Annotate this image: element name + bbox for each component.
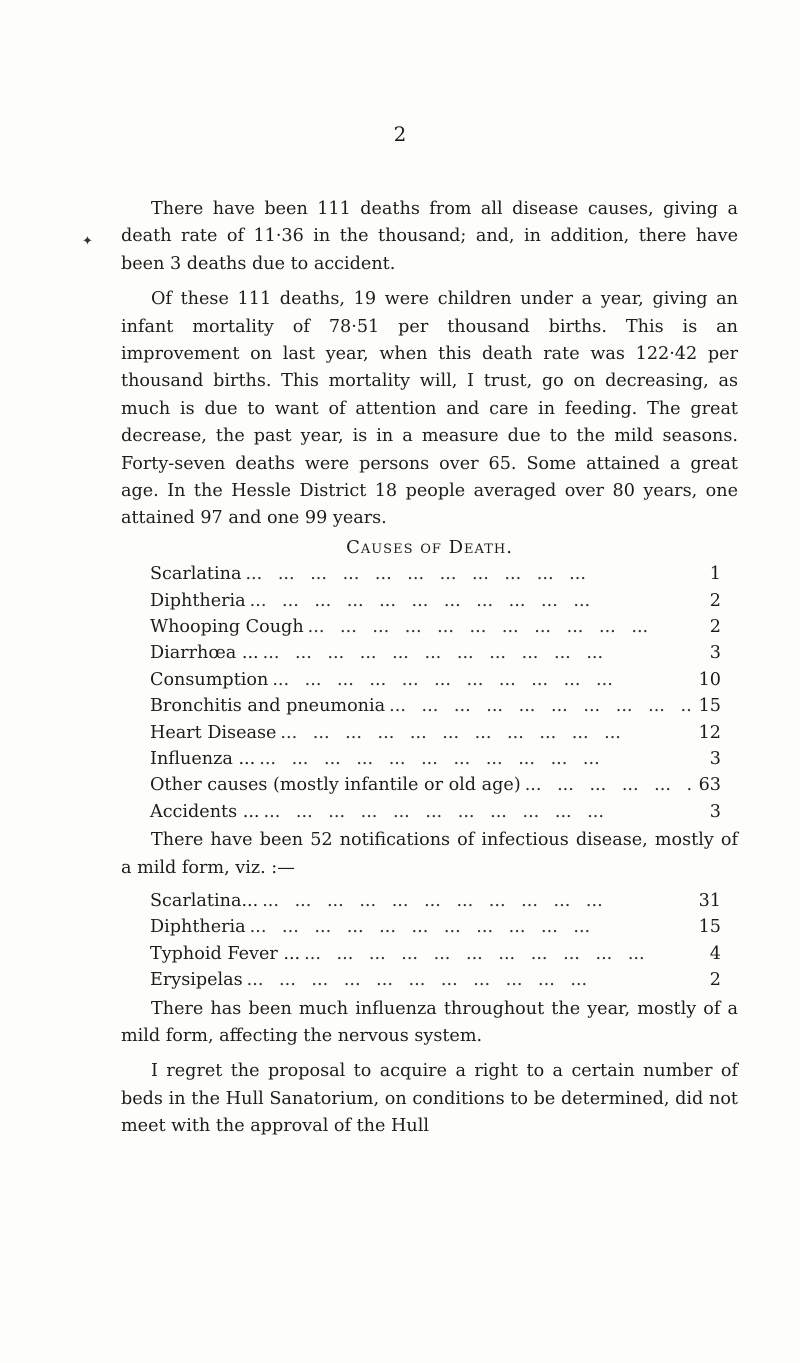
table-row: [150, 640, 721, 666]
row-label: Other causes (mostly infantile or old age): [150, 775, 521, 796]
dot-leader: [243, 967, 691, 994]
table-row: [150, 772, 721, 798]
row-label: Heart Disease: [150, 722, 277, 743]
paragraph-infant-mortality: Of these 111 deaths, 19 were children under a year, giving an infant mortality of 78·51 per thousand births. This is an improvement on last year, when this death rate was 122·42 per thousand births. This mortality will, I trust, go on decreasing, as much is due to want of attention and care in feeding. The great decrease, the past year, is in a measure due to the mild seasons. Forty-seven deaths were persons over 65. Some attained a great age. In the Hessle District 18 people averaged over 80 years, one attained 97 and one 99 years.: [121, 289, 738, 529]
causes-of-death-table: [150, 561, 721, 825]
notifications-table: [150, 888, 721, 994]
table-row: [150, 561, 721, 587]
paragraph-notifications: There have been 52 notifications of infectious disease, mostly of a mild form, viz. :—: [121, 830, 738, 878]
row-value: 2: [709, 590, 721, 611]
table-row: [150, 693, 721, 719]
row-value: 3: [709, 801, 721, 822]
margin-mark: ✦: [82, 234, 93, 249]
dot-leader: [304, 614, 691, 641]
row-label: Diarrhœa ...: [150, 643, 259, 664]
dot-leader: [385, 693, 691, 720]
table-row: [150, 888, 721, 914]
paragraph-influenza: There has been much influenza throughout the year, mostly of a mild form, affecting the nervous system.: [121, 998, 738, 1046]
document-body: [121, 196, 738, 1141]
row-label: Diphtheria: [150, 590, 246, 611]
row-value: 2: [709, 617, 721, 638]
row-value: 63: [698, 775, 721, 796]
dot-leader: [246, 914, 691, 941]
row-label: Diphtheria: [150, 917, 246, 938]
dot-leader: [255, 746, 691, 773]
dot-leader: [241, 561, 691, 588]
table-row: [150, 941, 721, 967]
table-row: [150, 914, 721, 940]
dot-leader: [258, 888, 691, 915]
causes-heading: Causes of Death.: [346, 536, 513, 558]
dot-leader: [276, 720, 691, 747]
row-label: Consumption: [150, 669, 269, 690]
row-value: 12: [698, 722, 721, 743]
table-row: [150, 588, 721, 614]
row-label: Typhoid Fever ...: [150, 943, 301, 964]
paragraph-sanatorium: I regret the proposal to acquire a right to a certain number of beds in the Hull Sanatorium, on conditions to be determined, did not meet with the approval of the Hull: [121, 1061, 738, 1137]
row-label: Whooping Cough: [150, 617, 304, 638]
table-row: [150, 799, 721, 825]
row-label: Scarlatina...: [150, 891, 259, 911]
row-label: Bronchitis and pneumonia: [150, 696, 386, 717]
row-label: Scarlatina: [150, 564, 242, 585]
table-row: [150, 746, 721, 772]
page-number: 2: [393, 122, 407, 146]
paragraph-deaths: There have been 111 deaths from all disease causes, giving a death rate of 11·36 in the thousand; and, in addition, there have been 3 deaths due to accident.: [121, 199, 738, 274]
row-label: Influenza ...: [150, 749, 256, 770]
dot-leader: [268, 667, 691, 694]
row-label: Accidents ...: [150, 801, 260, 822]
row-value: 10: [698, 669, 721, 690]
table-row: [150, 667, 721, 693]
table-row: [150, 967, 721, 993]
row-value: 31: [698, 891, 721, 911]
row-label: Erysipelas: [150, 970, 243, 991]
row-value: 15: [698, 917, 721, 938]
dot-leader: [246, 588, 691, 615]
row-value: 1: [709, 564, 721, 585]
table-row: [150, 720, 721, 746]
dot-leader: [259, 640, 691, 667]
dot-leader: [521, 772, 691, 799]
dot-leader: [300, 941, 691, 968]
row-value: 3: [709, 643, 721, 664]
row-value: 2: [709, 970, 721, 991]
row-value: 15: [698, 696, 721, 717]
row-value: 4: [709, 943, 721, 964]
dot-leader: [260, 799, 691, 826]
table-row: [150, 614, 721, 640]
row-value: 3: [709, 749, 721, 770]
